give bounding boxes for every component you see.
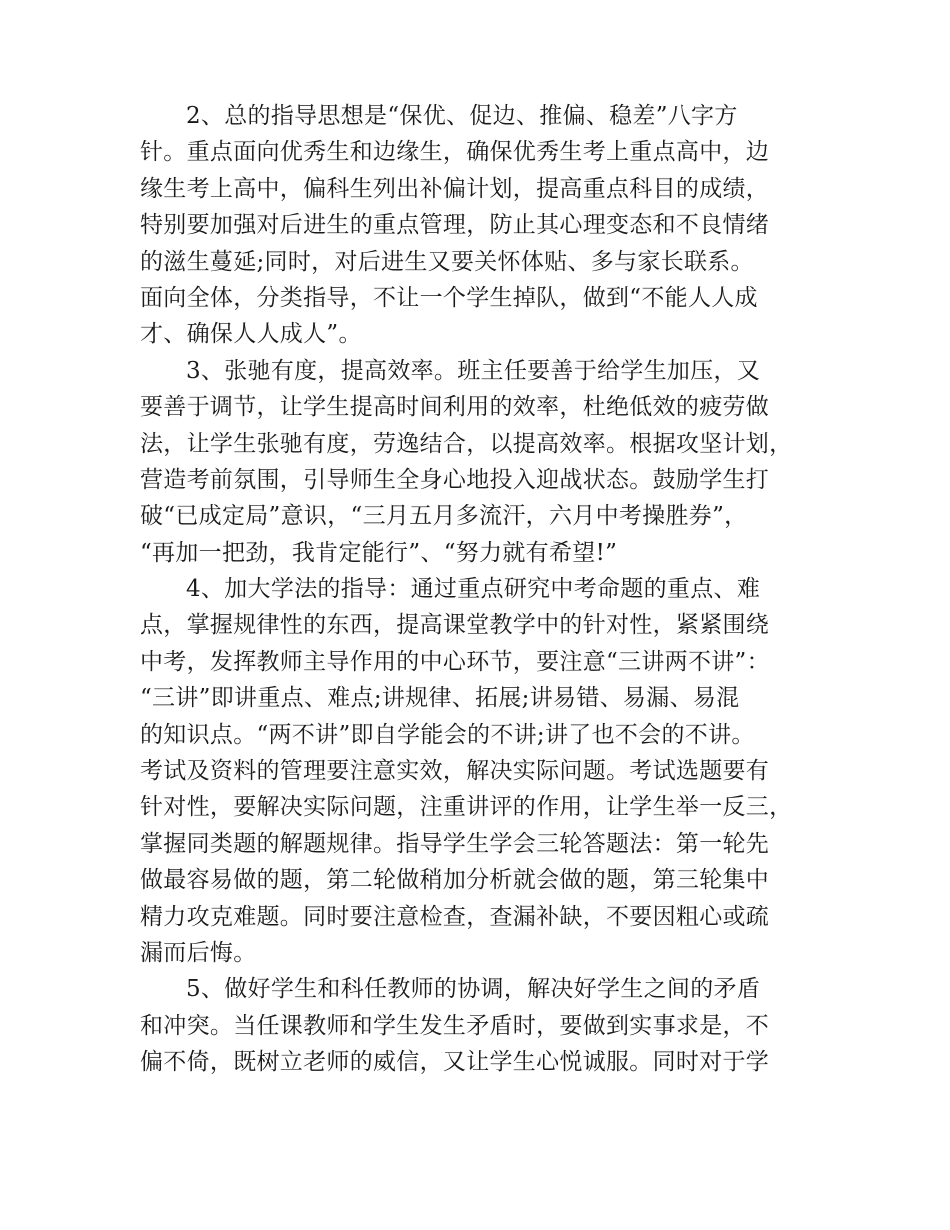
text-line: 营造考前氛围，引导师生全身心地投入迎战状态。鼓励学生打 bbox=[140, 466, 770, 493]
text-line: 3、张驰有度，提高效率。班主任要善于给学生加压，又 bbox=[186, 357, 761, 384]
text-line: 4、加大学法的指导：通过重点研究中考命题的重点、难 bbox=[186, 576, 761, 603]
text-line: 和冲突。当任课教师和学生发生矛盾时，要做到实事求是，不 bbox=[140, 1012, 770, 1039]
text-line: 破“已成定局”意识，“三月五月多流汗，六月中考操胜券”， bbox=[140, 503, 748, 530]
text-line: 漏而后悔。 bbox=[140, 939, 257, 966]
text-line: 要善于调节，让学生提高时间利用的效率，杜绝低效的疲劳做 bbox=[140, 394, 770, 421]
text-line: “三讲”即讲重点、难点;讲规律、拓展;讲易错、易漏、易混 bbox=[140, 685, 740, 712]
text-line: 才、确保人人成人”。 bbox=[140, 321, 362, 348]
text-line: 做最容易做的题，第二轮做稍加分析就会做的题，第三轮集中 bbox=[140, 867, 770, 894]
text-line: 掌握同类题的解题规律。指导学生学会三轮答题法：第一轮先 bbox=[140, 830, 770, 857]
text-line: 点，掌握规律性的东西，提高课堂教学中的针对性，紧紧围绕 bbox=[140, 612, 770, 639]
document-body bbox=[140, 98, 830, 1081]
text-line: 针对性，要解决实际问题，注重讲评的作用，让学生举一反三， bbox=[140, 794, 793, 821]
text-line: 缘生考上高中，偏科生列出补偏计划，提高重点科目的成绩， bbox=[140, 175, 770, 202]
text-line: 法，让学生张驰有度，劳逸结合，以提高效率。根据攻坚计划， bbox=[140, 430, 793, 457]
text-line: 的知识点。“两不讲”即自学能会的不讲;讲了也不会的不讲。 bbox=[140, 721, 755, 748]
text-line: 考试及资料的管理要注意实效，解决实际问题。考试选题要有 bbox=[140, 758, 770, 785]
text-line: “再加一把劲，我肯定能行”、“努力就有希望!” bbox=[140, 539, 618, 566]
text-line: 5、做好学生和科任教师的协调，解决好学生之间的矛盾 bbox=[186, 976, 761, 1003]
text-line: 偏不倚，既树立老师的威信，又让学生心悦诚服。同时对于学 bbox=[140, 1049, 770, 1076]
text-line: 针。重点面向优秀生和边缘生，确保优秀生考上重点高中，边 bbox=[140, 139, 770, 166]
text-line: 特别要加强对后进生的重点管理，防止其心理变态和不良情绪 bbox=[140, 212, 770, 239]
text-line: 2、总的指导思想是“保优、促边、推偏、稳差”八字方 bbox=[186, 103, 738, 129]
text-line: 的滋生蔓延;同时，对后进生又要关怀体贴、多与家长联系。 bbox=[140, 248, 754, 275]
text-line: 精力攻克难题。同时要注意检查，查漏补缺，不要因粗心或疏 bbox=[140, 903, 770, 930]
text-line: 面向全体，分类指导，不让一个学生掉队，做到“不能人人成 bbox=[140, 284, 758, 311]
text-line: 中考，发挥教师主导作用的中心环节，要注意“三讲两不讲”： bbox=[140, 648, 770, 675]
